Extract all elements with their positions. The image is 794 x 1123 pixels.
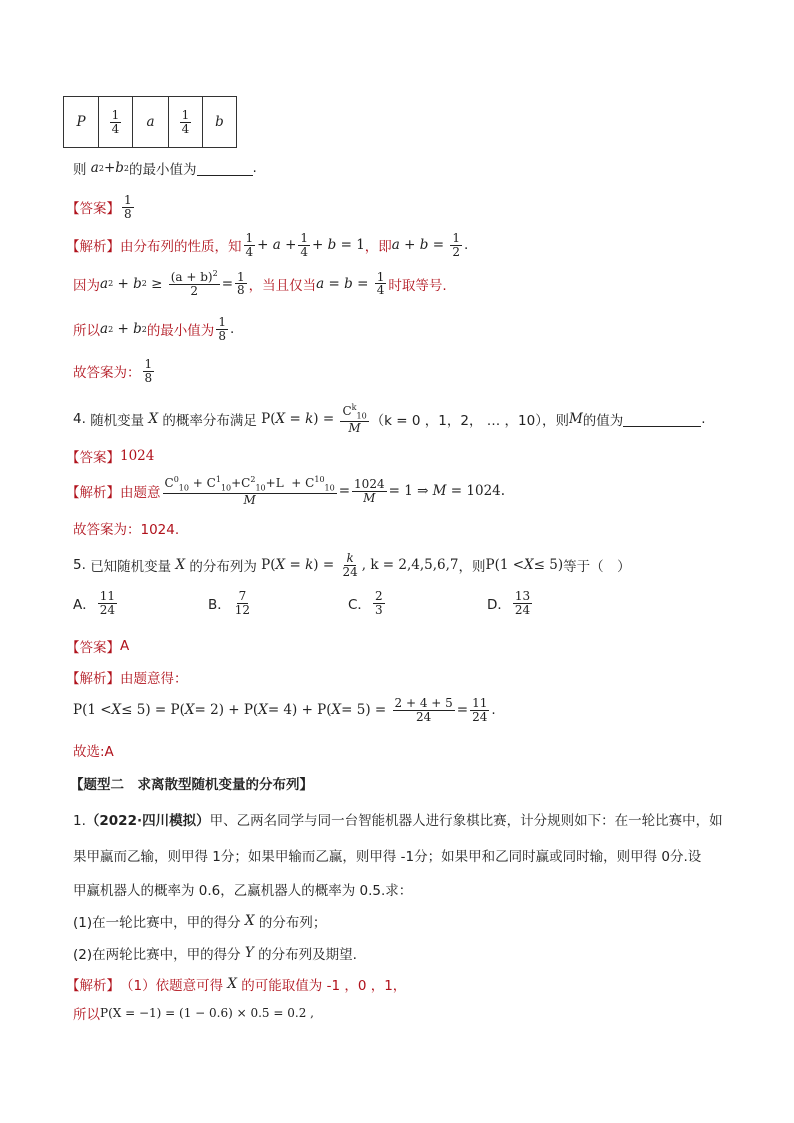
q5-option-b: B． $\frac{7}{12}$ [208,589,251,617]
q4-answer: 【答案】 1024 [66,448,155,466]
q3-final: 故答案为： $\frac{1}{8}$ [73,357,153,385]
q5-option-a: A． $\frac{11}{24}$ [73,589,116,617]
q3-analysis-line3: 所以 a 2 + b 2 的最小值为 $\frac{1}{8}$ . [73,315,235,343]
q3-analysis-line1: 【解析】 由分布列的性质，知 $\frac{1}{4}$ + a + $\frac{1}{4}$ + b = 1 ，即 a + b = $\frac{1}{2}$ . [66,231,469,259]
p1-sub2: (2)在两轮比赛中，甲的得分 Y 的分布列及期望. [73,945,357,963]
section-title: 【题型二 求离散型随机变量的分布列】 [70,777,313,793]
q4-stem: 4. 随机变量 X 的概率分布满足 P ( X = k ) = $\frac{C^k_{10}}{M}$ （k = 0 ，1，2， … ，10），则 M 的值为 . [73,403,706,435]
p1-line2: 果甲赢而乙输，则甲得 1分；如果甲输而乙赢，则甲得 -1分；如果甲和乙同时赢或同时输，则甲得 0分.设 [73,849,702,865]
p1-analysis-line2: 所以 P(X = −1) = (1 − 0.6) × 0.5 = 0.2 , [73,1006,314,1023]
distribution-table [63,96,237,148]
q5-analysis-expr: P(1 < X ≤ 5) = P( X = 2) + P( X = 4) + P( X = 5) = $\frac{2 + 4 + 5}{24}$ = $\frac{11}{24}$ . [73,696,496,724]
q5-answer: 【答案】 A [66,638,130,656]
table-cell-quarter-2: $\frac{1}{4}$ [169,97,203,148]
p1-sub1: (1)在一轮比赛中，甲的得分 X 的分布列； [73,913,327,931]
q5-analysis-label: 【解析】 由题意得： [66,671,188,687]
q5-option-d: D． $\frac{13}{24}$ [487,589,531,617]
q4-analysis: 【解析】 由题意 $\frac{C^0_{10} + C^1_{10}+C^2_{10}+L + C^{10}_{10}}{M}$ = $\frac{1024}{M}$ = 1 ⇒ M = 1024. [66,475,506,507]
table-cell-b: b [203,97,237,148]
q3-analysis-line2: 因为 a 2 + b 2 ≥ $\frac{(a + b)^2}{2}$ = $\frac{1}{8}$ ，当且仅当 a = b = $\frac{1}{4}$ 时取等号. [73,269,447,298]
q5-final: 故选:A [73,744,114,760]
q3-prompt: 则 a 2 + b 2 的最小值为 . [73,160,257,178]
table-cell-a: a [133,97,169,148]
p1-line1: 1.（2022·四川模拟）甲、乙两名同学与同一台智能机器人进行象棋比赛，计分规则如下：在一轮比赛中，如 [73,813,723,829]
p1-line3: 甲赢机器人的概率为 0.6，乙赢机器人的概率为 0.5.求： [73,883,413,899]
table-cell-p: P [64,97,99,148]
p1-analysis-line1: 【解析】 （1）依题意可得 X 的可能取值为 -1 ，0 ，1， [66,976,407,994]
q4-final: 故答案为：1024. [73,522,180,538]
q5-stem: 5. 已知随机变量 X 的分布列为 P ( X = k ) = $\frac{k}{24}$ , k = 2,4,5,6,7 ，则 P(1 < X ≤ 5) 等于（ ） [73,551,631,579]
q3-answer: 【答案】 $\frac{1}{8}$ [66,193,132,221]
q5-option-c: C． $\frac{2}{3}$ [348,589,383,617]
table-cell-quarter-1: $\frac{1}{4}$ [99,97,133,148]
